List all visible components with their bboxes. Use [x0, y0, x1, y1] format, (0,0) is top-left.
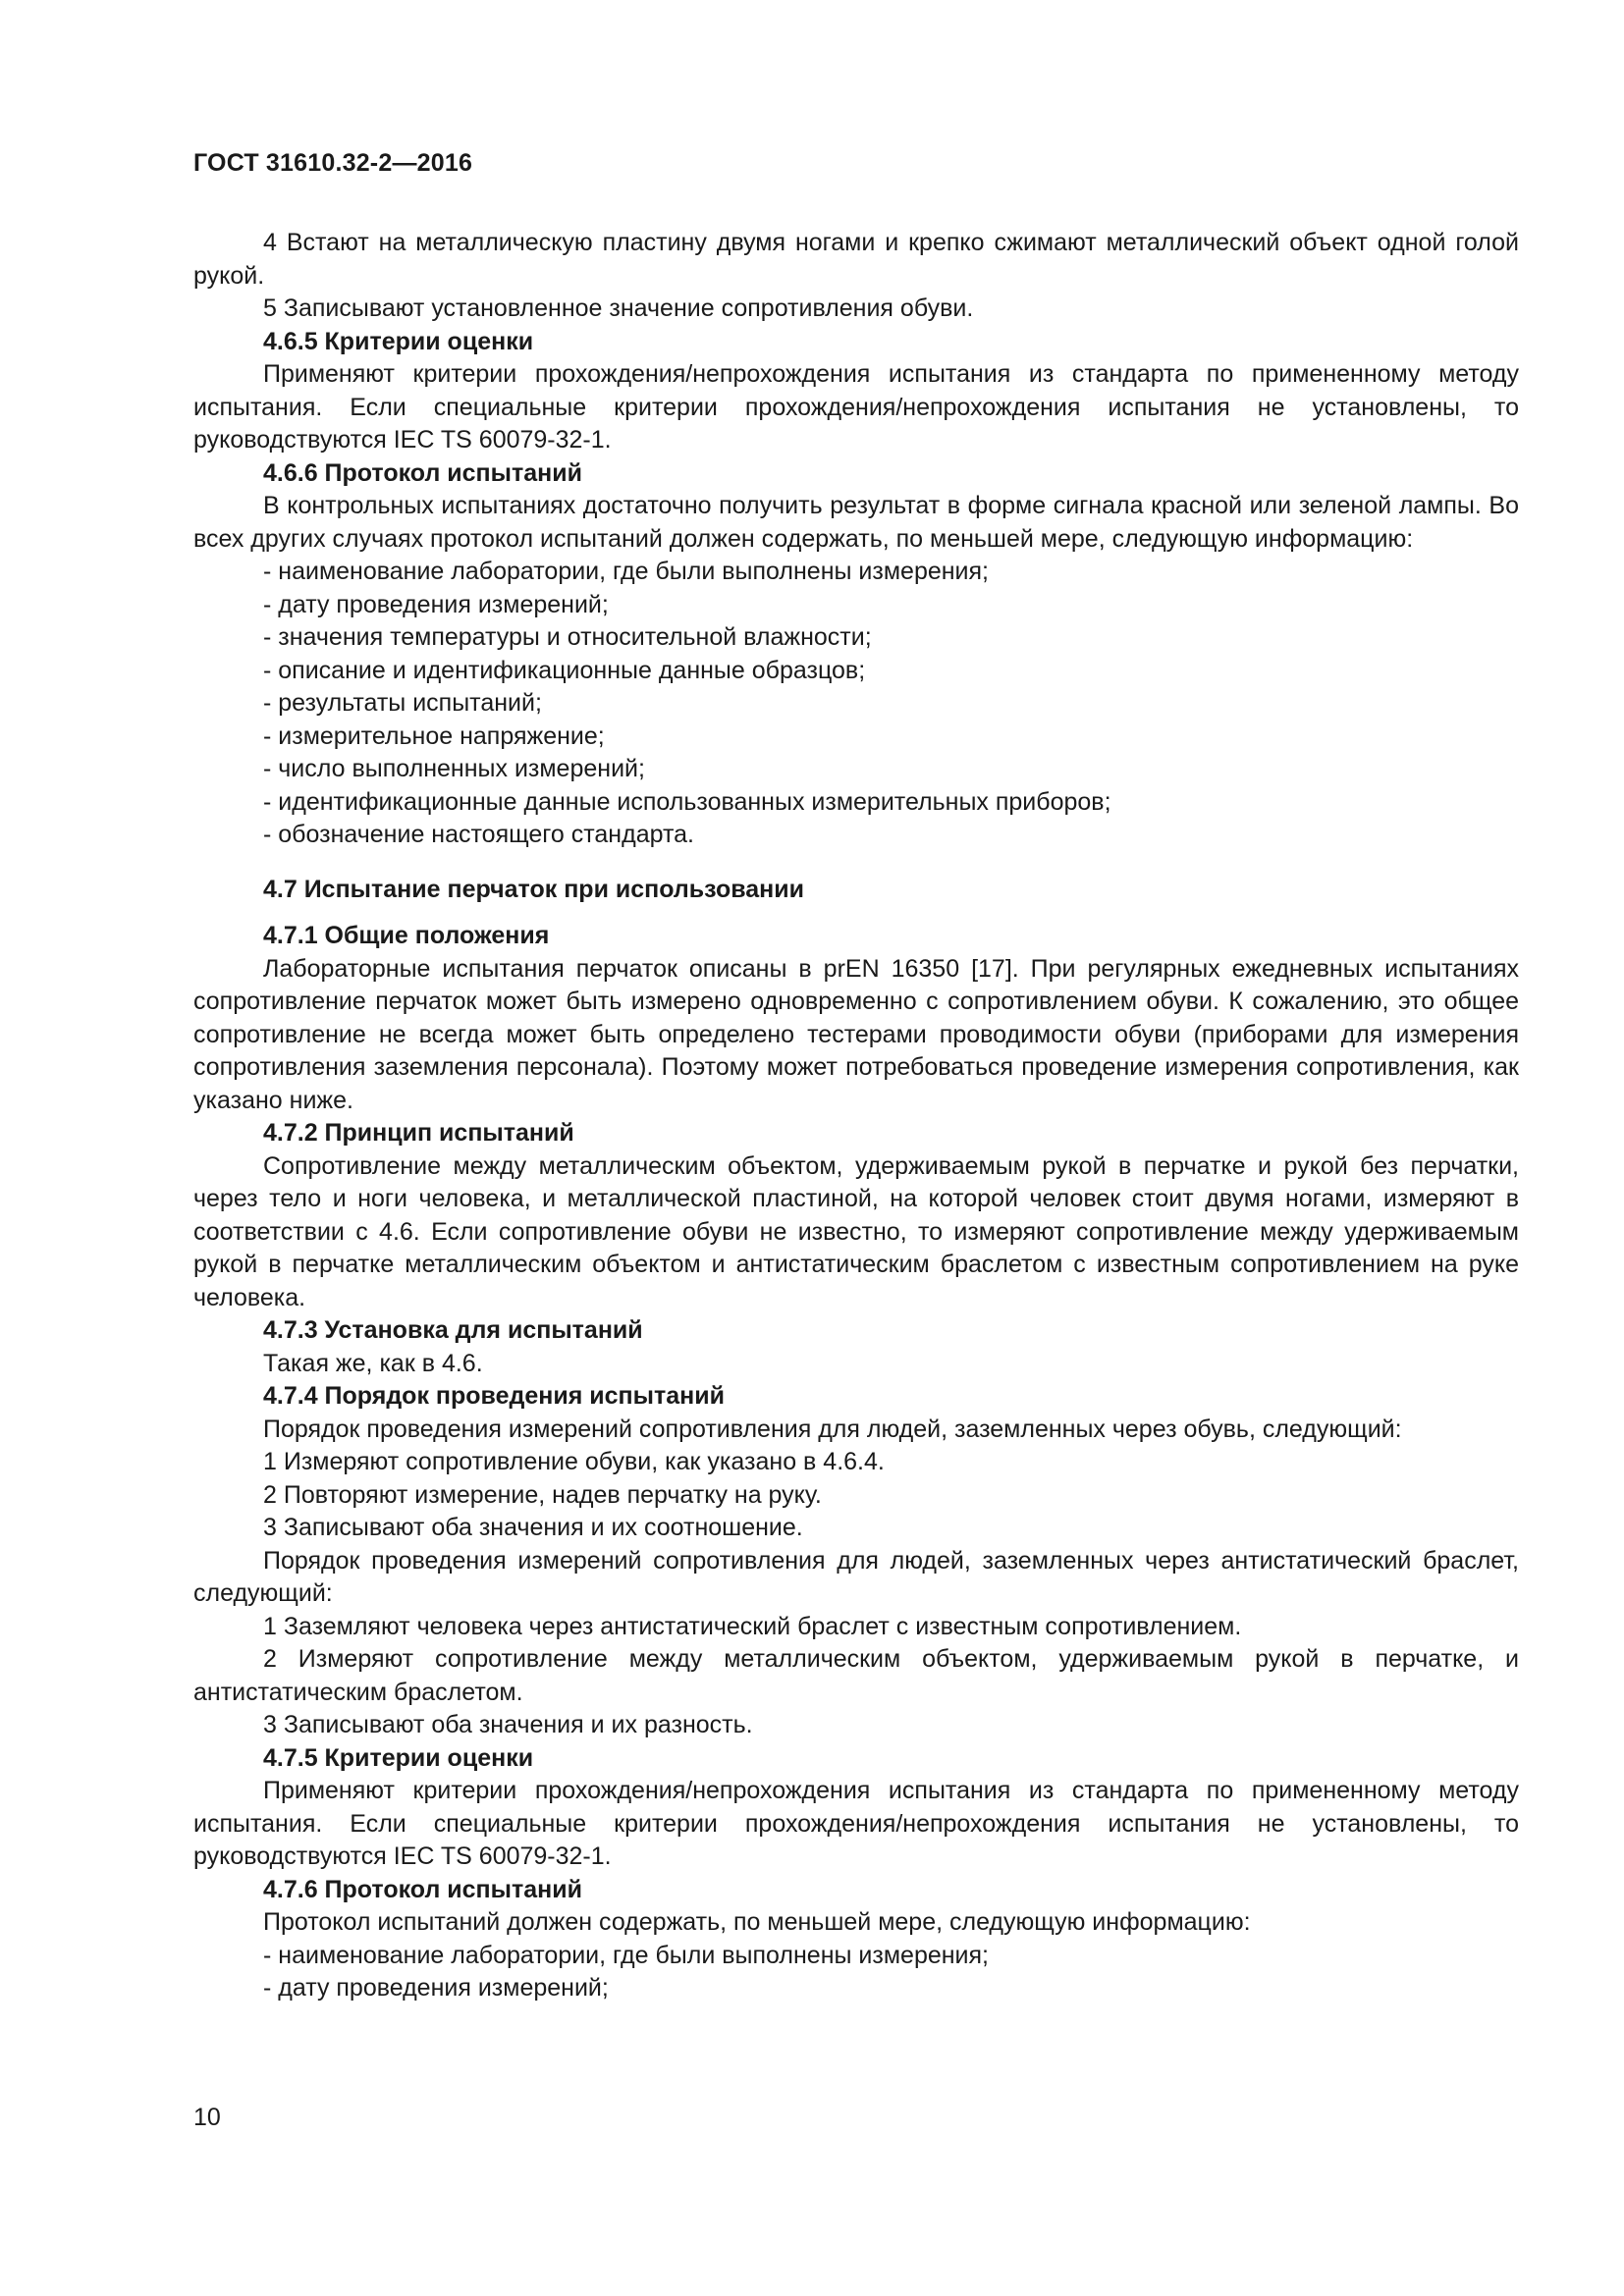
list-item: - обозначение настоящего стандарта. [263, 821, 694, 848]
section-heading: 4.7.6 Протокол испытаний [263, 1875, 582, 1903]
paragraph: Порядок проведения измерений сопротивления для людей, заземленных через антистатический браслет, следующий: [193, 1546, 1519, 1607]
paragraph: Лабораторные испытания перчаток описаны в prEN 16350 [17]. При регулярных ежедневных испытаниях сопротивление перчаток может быть измерено одновременно с сопротивлением обуви. К сожалению, это общее сопротивление не всегда может быть определено тестерами проводимости обуви (приборами для измерения сопротивления заземления персонала). Поэтому может потребоваться проведение измерения сопротивления, как указано ниже. [193, 954, 1519, 1114]
page-number: 10 [193, 2104, 221, 2131]
paragraph: Сопротивление между металлическим объектом, удерживаемым рукой в перчатке и рукой без перчатки, через тело и ноги человека, и металлической пластиной, на которой человек стоит двумя ногами, измеряют в соответствии с 4.6. Если сопротивление обуви не известно, то измеряют сопротивление между удерживаемым рукой в перчатке металлическим объектом и антистатическим браслетом с известным сопротивлением на руке человека. [193, 1151, 1519, 1311]
paragraph: Применяют критерии прохождения/непрохождения испытания из стандарта по примененному методу испытания. Если специальные критерии прохождения/непрохождения испытания не установлены, то руководствуются IEC TS 60079-32-1. [193, 1777, 1519, 1870]
paragraph: 4 Встают на металлическую пластину двумя ногами и крепко сжимают металлический объект одной голой рукой. [193, 229, 1519, 290]
paragraph: 3 Записывают оба значения и их разность. [263, 1711, 753, 1738]
paragraph: Применяют критерии прохождения/непрохождения испытания из стандарта по примененному методу испытания. Если специальные критерии прохождения/непрохождения испытания не установлены, то руководствуются IEC TS 60079-32-1. [193, 360, 1519, 454]
list-item: - дату проведения измерений; [263, 1974, 609, 2002]
list-item: - наименование лаборатории, где были выполнены измерения; [263, 1941, 990, 1969]
paragraph: 1 Заземляют человека через антистатический браслет с известным сопротивлением. [263, 1612, 1242, 1640]
list-item: - число выполненных измерений; [263, 755, 645, 782]
section-heading: 4.7.3 Установка для испытаний [263, 1316, 643, 1344]
section-heading: 4.7.1 Общие положения [263, 922, 550, 949]
list-item: - результаты испытаний; [263, 689, 542, 717]
list-item: - дату проведения измерений; [263, 590, 609, 618]
document-header: ГОСТ 31610.32-2—2016 [193, 149, 473, 177]
document-body [193, 227, 1519, 2005]
section-heading: 4.7.4 Порядок проведения испытаний [263, 1382, 725, 1410]
paragraph: 1 Измеряют сопротивление обуви, как указано в 4.6.4. [263, 1448, 885, 1475]
list-item: - описание и идентификационные данные образцов; [263, 656, 866, 684]
paragraph: Протокол испытаний должен содержать, по меньшей мере, следующую информацию: [263, 1908, 1251, 1936]
paragraph: 2 Измеряют сопротивление между металлическим объектом, удерживаемым рукой в перчатке, и антистатическим браслетом. [193, 1645, 1519, 1706]
list-item: - измерительное напряжение; [263, 721, 605, 750]
section-heading: 4.7 Испытание перчаток при использовании [263, 875, 805, 903]
list-item: - идентификационные данные использованных измерительных приборов; [263, 787, 1111, 816]
list-item: - значения температуры и относительной влажности; [263, 623, 872, 651]
section-heading: 4.7.5 Критерии оценки [263, 1743, 534, 1772]
paragraph: Такая же, как в 4.6. [263, 1349, 483, 1377]
section-heading: 4.7.2 Принцип испытаний [263, 1119, 574, 1147]
paragraph: В контрольных испытаниях достаточно получить результат в форме сигнала красной или зеленой лампы. Во всех других случаях протокол испытаний должен содержать, по меньшей мере, следующую информацию: [193, 492, 1519, 553]
section-heading: 4.6.5 Критерии оценки [263, 327, 534, 355]
paragraph: 3 Записывают оба значения и их соотношение. [263, 1514, 803, 1541]
paragraph: Порядок проведения измерений сопротивления для людей, заземленных через обувь, следующий: [263, 1415, 1402, 1443]
paragraph: 2 Повторяют измерение, надев перчатку на руку. [263, 1480, 822, 1509]
section-heading: 4.6.6 Протокол испытаний [263, 458, 582, 487]
paragraph: 5 Записывают установленное значение сопротивления обуви. [263, 294, 974, 322]
list-item: - наименование лаборатории, где были выполнены измерения; [263, 558, 990, 585]
